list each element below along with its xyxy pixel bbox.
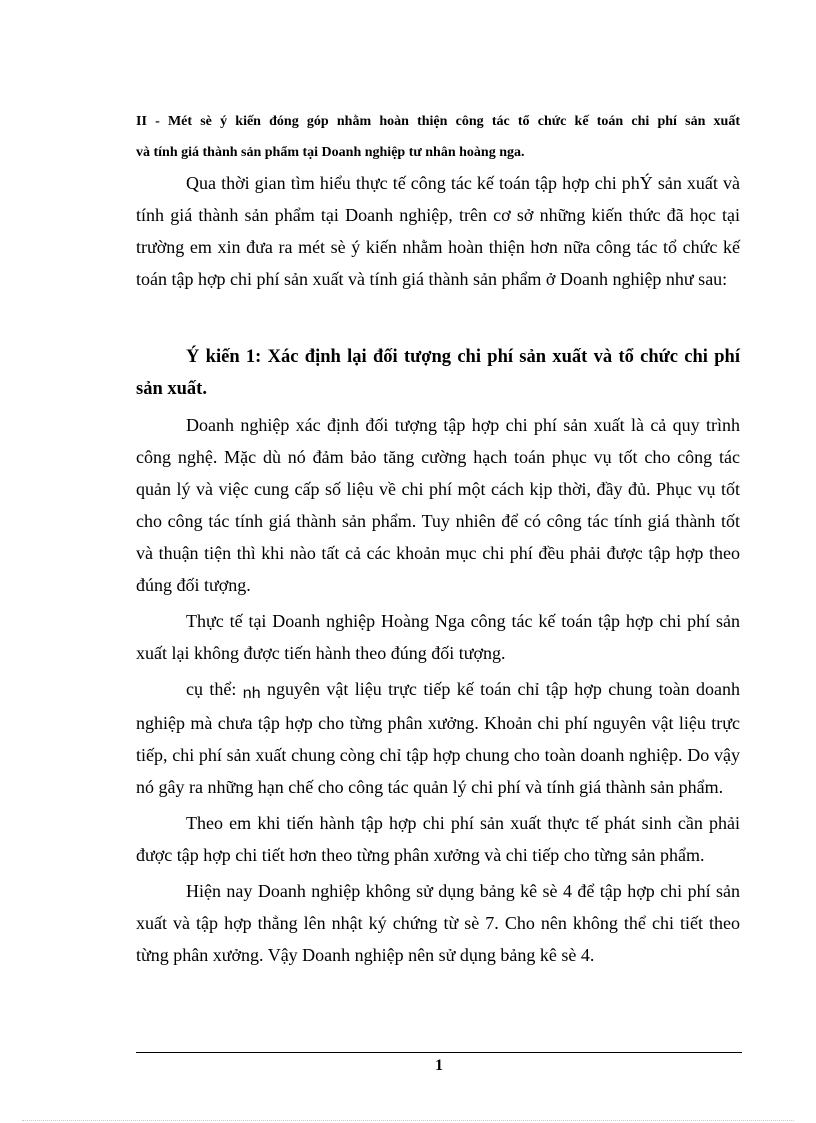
paragraph-ledger: Hiện nay Doanh nghiệp không sử dụng bảng kê sè 4 để tập hợp chi phí sản xuất và tập hợp thẳng lên nhật ký chứng từ sè 7. Cho nên không thể chi tiết theo từng phân xưởng. Vậy Doanh nghiệp nên sử dụng bảng kê sè 4. [136, 881, 740, 965]
opinion-section [136, 341, 740, 971]
specifics-body: nguyên vật liệu trực tiếp kế toán chỉ tập hợp chung toàn doanh nghiệp mà chưa tập hợp cho từng phân xưởng. Khoản chi phí nguyên vật liệu trực tiếp, chi phí sản xuất chung còng chỉ tập hợp chung cho toàn doanh nghiệp. Do vậy nó gây ra những hạn chế cho công tác quản lý chi phí và tính giá thành sản phẩm. [136, 679, 740, 797]
body-text [136, 167, 740, 295]
specifics-lead: cụ thể: [186, 679, 237, 699]
paragraph-specifics [136, 673, 740, 803]
section-heading-line-1: II - Mét sè ý kiến đóng góp nhằm hoàn thiện công tác tổ chức kế toán chi phí sản xuất [136, 114, 740, 129]
intro-paragraph: Qua thời gian tìm hiểu thực tế công tác kế toán tập hợp chi phÝ sản xuất và tính giá thành sản phẩm tại Doanh nghiệp, trên cơ sở những kiến thức đã học tại trường em xin đưa ra mét sè ý kiến nhằm hoàn thiện hơn nữa công tác tổ chức kế toán tập hợp chi phí sản xuất và tính giá thành sản phẩm ở Doanh nghiệp như sau: [136, 173, 740, 289]
paragraph-reality: Thực tế tại Doanh nghiệp Hoàng Nga công tác kế toán tập hợp chi phí sản xuất lại không được tiến hành theo đúng đối tượng. [136, 611, 740, 663]
paragraph-object-definition: Doanh nghiệp xác định đối tượng tập hợp chi phí sản xuất là cả quy trình công nghệ. Mặc dù nó đảm bảo tăng cường hạch toán phục vụ tốt cho công tác quản lý và việc cung cấp số liệu về chi phí một cách kịp thời, đầy đủ. Phục vụ tốt cho công tác tính giá thành sản phẩm. Tuy nhiên để có công tác tính giá thành tốt và thuận tiện thì khi nào tất cả các khoản mục chi phí đều phải được tập hợp theo đúng đối tượng. [136, 415, 740, 595]
page-bottom-border [22, 1120, 794, 1121]
opinion-heading: Ý kiến 1: Xác định lại đối tượng chi phí sản xuất và tổ chức chi phí sản xuất. [136, 347, 740, 399]
page-number: 1 [435, 1057, 443, 1074]
section-heading [136, 106, 740, 168]
footer-divider [136, 1052, 742, 1053]
specifics-nh: nh [242, 685, 261, 702]
section-heading-line-2: và tính giá thành sản phẩm tại Doanh nghiệp tư nhân hoàng nga. [136, 145, 525, 160]
paragraph-recommendation: Theo em khi tiến hành tập hợp chi phí sản xuất thực tế phát sinh cần phải được tập hợp chi tiết hơn theo từng phân xưởng và chi tiếp cho từng sản phẩm. [136, 813, 740, 865]
